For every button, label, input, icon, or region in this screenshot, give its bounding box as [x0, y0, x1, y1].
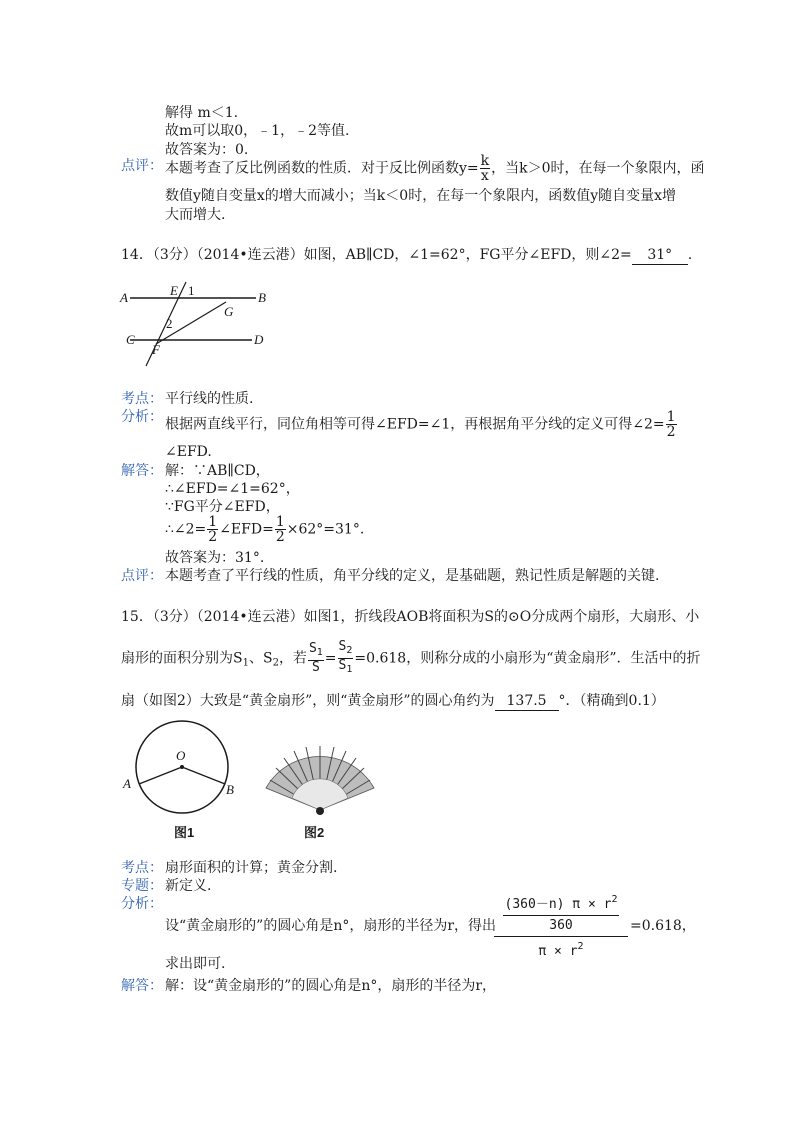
label-f: F [152, 342, 160, 357]
q15-fenxi-line-2: 求出即可. [165, 956, 226, 972]
q14-fenxi-line-1 [165, 410, 678, 439]
q14-stem [121, 246, 692, 265]
superscript: 2 [577, 941, 584, 952]
q15-fenxi-line-1-end: =0.618， [630, 918, 696, 934]
q14-answer-blank: 31° [632, 246, 688, 265]
angle-2-label: 2 [166, 316, 173, 331]
frac-symbol: S [338, 658, 347, 673]
frac-numerator: 1 [208, 514, 218, 530]
label-b: B [258, 290, 266, 305]
compound-fraction [494, 890, 628, 962]
q15-s2-c: ，若 [278, 650, 307, 667]
q13-line-3: 故答案为：0. [165, 142, 249, 158]
q13-comment-text-b: ，当k＞0时，在每一个象限内，函 [491, 160, 705, 177]
radius-ob [182, 767, 225, 784]
frac-numerator [338, 640, 354, 659]
frac-denominator: 2 [208, 529, 218, 545]
angle-1-label: 1 [188, 283, 195, 298]
frac-symbol: S [338, 639, 347, 654]
q14-stem-text: 14．（3分）（2014•连云港）如图，AB∥CD，∠1=62°，FG平分∠EFD，则∠2= [121, 247, 632, 263]
radius-oa [139, 767, 182, 784]
q15-stem-line-3 [121, 692, 665, 711]
q15-s2-b: 、S [248, 650, 273, 667]
q13-comment-line-3: 大而增大. [165, 207, 226, 223]
frac-symbol: S [308, 641, 317, 656]
q14-solution-5: 故答案为：31°. [165, 550, 265, 566]
q14-stem-end: . [687, 247, 693, 263]
q14-kaodian: 平行线的性质. [165, 391, 254, 407]
q15-zhuanti: 新定义. [165, 878, 212, 894]
subscript: 2 [346, 645, 353, 656]
inner-numerator [503, 890, 620, 916]
q13-line-2: 故m可以取0，﹣1，﹣2等值. [165, 123, 350, 139]
q14-sol4-c: ×62°=31°. [286, 521, 365, 538]
half-fraction [275, 515, 286, 544]
q15-fenxi-line-1: 设“黄金扇形的”的圆心角是n°，扇形的半径为r，得出 [165, 918, 497, 934]
q14-fenxi-tag: 分析： [121, 409, 163, 425]
q14-solution-2: ∴∠EFD=∠1=62°， [165, 481, 300, 497]
equals-sign: = [324, 650, 337, 667]
q15-zhuanti-tag: 专题： [121, 878, 163, 894]
q13-line-1: 解得 m＜1. [165, 105, 239, 121]
label-d: D [254, 332, 264, 347]
label-e: E [170, 283, 178, 298]
center-dot [180, 765, 184, 769]
frac-numerator: k [480, 153, 490, 169]
compound-numerator [494, 890, 628, 937]
label-b: B [226, 782, 234, 797]
label-a: A [123, 776, 131, 791]
q15-answer-blank: 137.5 [495, 692, 559, 711]
subscript: 1 [242, 657, 249, 669]
compound-denominator [494, 937, 628, 962]
q15-s3-a: 扇（如图2）大致是“黄金扇形”，则“黄金扇形”的圆心角约为 [121, 693, 495, 709]
q13-comment-line-2: 数值y随自变量x的增大而减小；当k＜0时，在每一个象限内，函数值y随自变量x增 [165, 188, 676, 204]
q15-s3-b: °．（精确到0.1） [558, 693, 665, 709]
inner-denominator: 360 [549, 918, 573, 933]
q14-pingyu-tag: 点评： [121, 568, 163, 584]
half-fraction [207, 515, 218, 544]
q14-solution-1: 解：∵AB∥CD， [165, 463, 270, 479]
q14-pingyu: 本题考查了平行线的性质，角平分线的定义，是基础题，熟记性质是解题的关键. [165, 568, 660, 584]
inner-fraction [503, 890, 620, 936]
q15-s2-d: =0.618，则称分成的小扇形为“黄金扇形”．生活中的折 [354, 650, 701, 667]
frac-denominator: 2 [666, 424, 676, 440]
label-g: G [224, 304, 234, 319]
parallel-lines-figure [118, 280, 278, 370]
q14-kaodian-tag: 考点： [121, 391, 163, 407]
s1-over-s-fraction [308, 642, 324, 675]
q15-stem-line-2 [121, 640, 701, 677]
superscript: 2 [611, 894, 618, 905]
inner-numerator-text: (360－n) π × r [504, 897, 612, 912]
q15-fenxi-tag: 分析： [121, 896, 163, 912]
s2-over-s1-fraction [338, 640, 354, 677]
q14-jieda-tag: 解答： [121, 463, 163, 479]
label-o: O [176, 748, 186, 763]
q15-solution-1: 解：设“黄金扇形的”的圆心角是n°，扇形的半径为r， [165, 978, 497, 994]
q14-solution-3: ∵FG平分∠EFD， [165, 499, 280, 515]
q13-comment-text-a: 本题考查了反比例函数的性质．对于反比例函数y= [165, 160, 479, 177]
label-c: C [126, 332, 135, 347]
compound-denominator-text: π × r [538, 944, 578, 959]
frac-denominator [338, 659, 354, 677]
folding-fan-figure [262, 738, 378, 818]
subscript: 1 [346, 664, 353, 675]
figure-2-caption: 图2 [304, 825, 325, 840]
frac-numerator [308, 642, 324, 661]
q15-jieda-tag: 解答： [121, 978, 163, 994]
label-a: A [120, 290, 128, 305]
q14-sol4-b: ∠EFD= [219, 521, 274, 538]
q14-sol4-a: ∴∠2= [165, 521, 207, 538]
q13-comment-tag: 点评： [121, 158, 163, 174]
half-fraction [666, 410, 677, 439]
k-over-x-fraction [480, 154, 490, 183]
q15-kaodian-tag: 考点： [121, 860, 163, 876]
subscript: 1 [316, 647, 323, 658]
q15-kaodian: 扇形面积的计算；黄金分割. [165, 860, 338, 876]
q14-fenxi-text: 根据两直线平行，同位角相等可得∠EFD=∠1，再根据角平分线的定义可得∠2= [165, 416, 665, 433]
frac-numerator: 1 [275, 514, 285, 530]
q14-fenxi-line-2: ∠EFD. [165, 444, 212, 460]
circle-sector-figure [118, 720, 248, 820]
frac-denominator: S [311, 660, 320, 675]
frac-numerator: 1 [666, 409, 676, 425]
fan-pivot [316, 807, 324, 815]
q13-comment-line-1 [165, 154, 705, 183]
figure-1-caption: 图1 [174, 825, 195, 840]
q14-solution-4 [165, 515, 364, 544]
q15-s2-a: 扇形的面积分别为S [121, 650, 243, 667]
frac-denominator: 2 [275, 529, 285, 545]
frac-denominator: x [480, 168, 489, 184]
subscript: 2 [272, 657, 279, 669]
q15-stem-line-1: 15．（3分）（2014•连云港）如图1，折线段AOB将面积为S的⊙O分成两个扇形，大扇形、小 [121, 609, 700, 625]
